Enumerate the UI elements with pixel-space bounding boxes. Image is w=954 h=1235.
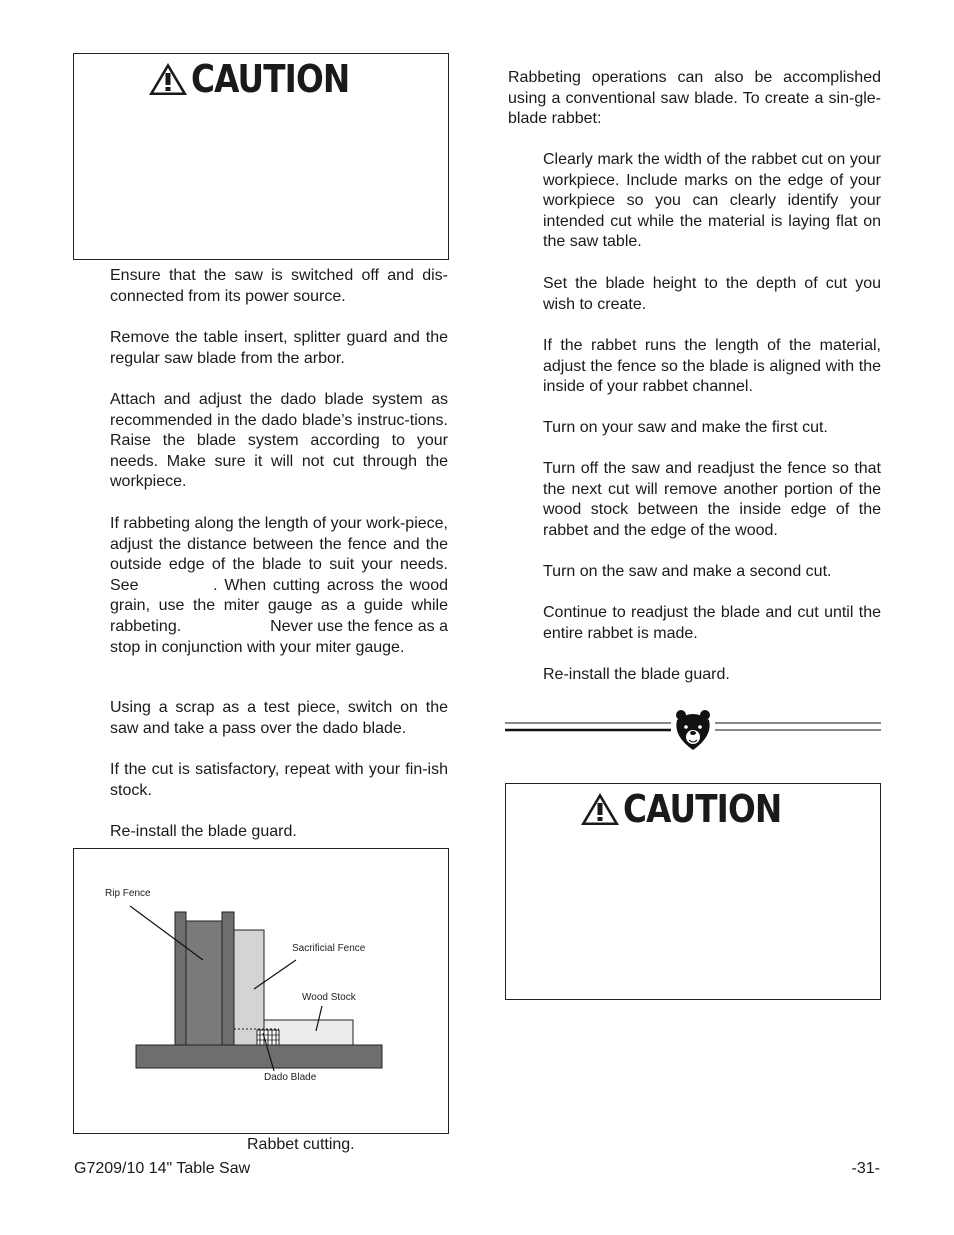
footer-model: G7209/10 14" Table Saw <box>74 1160 251 1177</box>
rip-fence-right-rail <box>222 912 234 1045</box>
caution-header <box>506 787 880 831</box>
right-intro: Rabbeting operations can also be accomplished using a conventional saw blade. To create a sin-gle-blade rabbet: <box>508 69 881 128</box>
label-sacrificial-fence: Sacrificial Fence <box>292 943 366 954</box>
right-step-8: Re-install the blade guard. <box>543 666 730 683</box>
label-dado-blade: Dado Blade <box>264 1072 317 1083</box>
left-step-2: Remove the table insert, splitter guard and the regular saw blade from the arbor. <box>110 329 448 367</box>
warning-triangle-icon <box>147 61 189 97</box>
right-step-6: Turn on the saw and make a second cut. <box>543 563 832 580</box>
sacrificial-fence <box>234 930 264 1045</box>
saw-table <box>136 1045 382 1068</box>
left-step-6: If the cut is satisfactory, repeat with your fin-ish stock. <box>110 761 448 799</box>
caution-box-top <box>73 53 449 260</box>
caution-word: CAUTION <box>622 787 782 831</box>
caution-header <box>74 57 448 101</box>
footer-page-number: -31- <box>851 1160 880 1177</box>
label-wood-stock: Wood Stock <box>302 992 356 1003</box>
left-step-4: If rabbeting along the length of your work-piece, adjust the distance between the fence and the outside edge of the blade to suit your needs. See . When cutting across the wood grain, use the miter gauge as a guide while rabbeting. Never use the fence as a stop in conjunction with your miter gauge. <box>110 515 453 656</box>
left-step-7: Re-install the blade guard. <box>110 823 297 840</box>
label-rip-fence: Rip Fence <box>105 888 151 899</box>
section-divider <box>505 706 881 752</box>
left-step-1: Ensure that the saw is switched off and dis-connected from its power source. <box>110 267 448 305</box>
rabbet-figure <box>73 848 449 1134</box>
right-step-2: Set the blade height to the depth of cut you wish to create. <box>543 275 881 313</box>
bear-logo-icon <box>676 710 710 750</box>
left-step-3: Attach and adjust the dado blade system as recommended in the dado blade’s instruc-tions. Raise the blade system according to your needs. Make sure it will not cut through the workpiece. <box>110 391 448 491</box>
rip-fence-left-rail <box>175 912 186 1045</box>
right-step-3: If the rabbet runs the length of the material, adjust the fence so the blade is aligned with the inside of your rabbet channel. <box>543 337 881 396</box>
rip-fence-body <box>186 921 222 1045</box>
caution-box-bottom <box>505 783 881 1000</box>
left-step-5: Using a scrap as a test piece, switch on the saw and take a pass over the dado blade. <box>110 699 448 737</box>
warning-triangle-icon <box>579 791 621 827</box>
right-step-1: Clearly mark the width of the rabbet cut on your workpiece. Include marks on the edge of your workpiece so you can clearly identify your intended cut while the material is laying flat on the saw table. <box>543 151 881 251</box>
right-step-7: Continue to readjust the blade and cut until the entire rabbet is made. <box>543 604 881 642</box>
caution-word: CAUTION <box>190 57 350 101</box>
right-step-5: Turn off the saw and readjust the fence so that the next cut will remove another portion of the wood stock between the inside edge of the rabbet and the edge of the wood. <box>543 460 881 539</box>
dado-blade <box>257 1030 279 1045</box>
rabbet-diagram <box>74 849 447 1132</box>
figure-caption: Rabbet cutting. <box>247 1136 355 1153</box>
right-step-4: Turn on your saw and make the first cut. <box>543 419 828 436</box>
